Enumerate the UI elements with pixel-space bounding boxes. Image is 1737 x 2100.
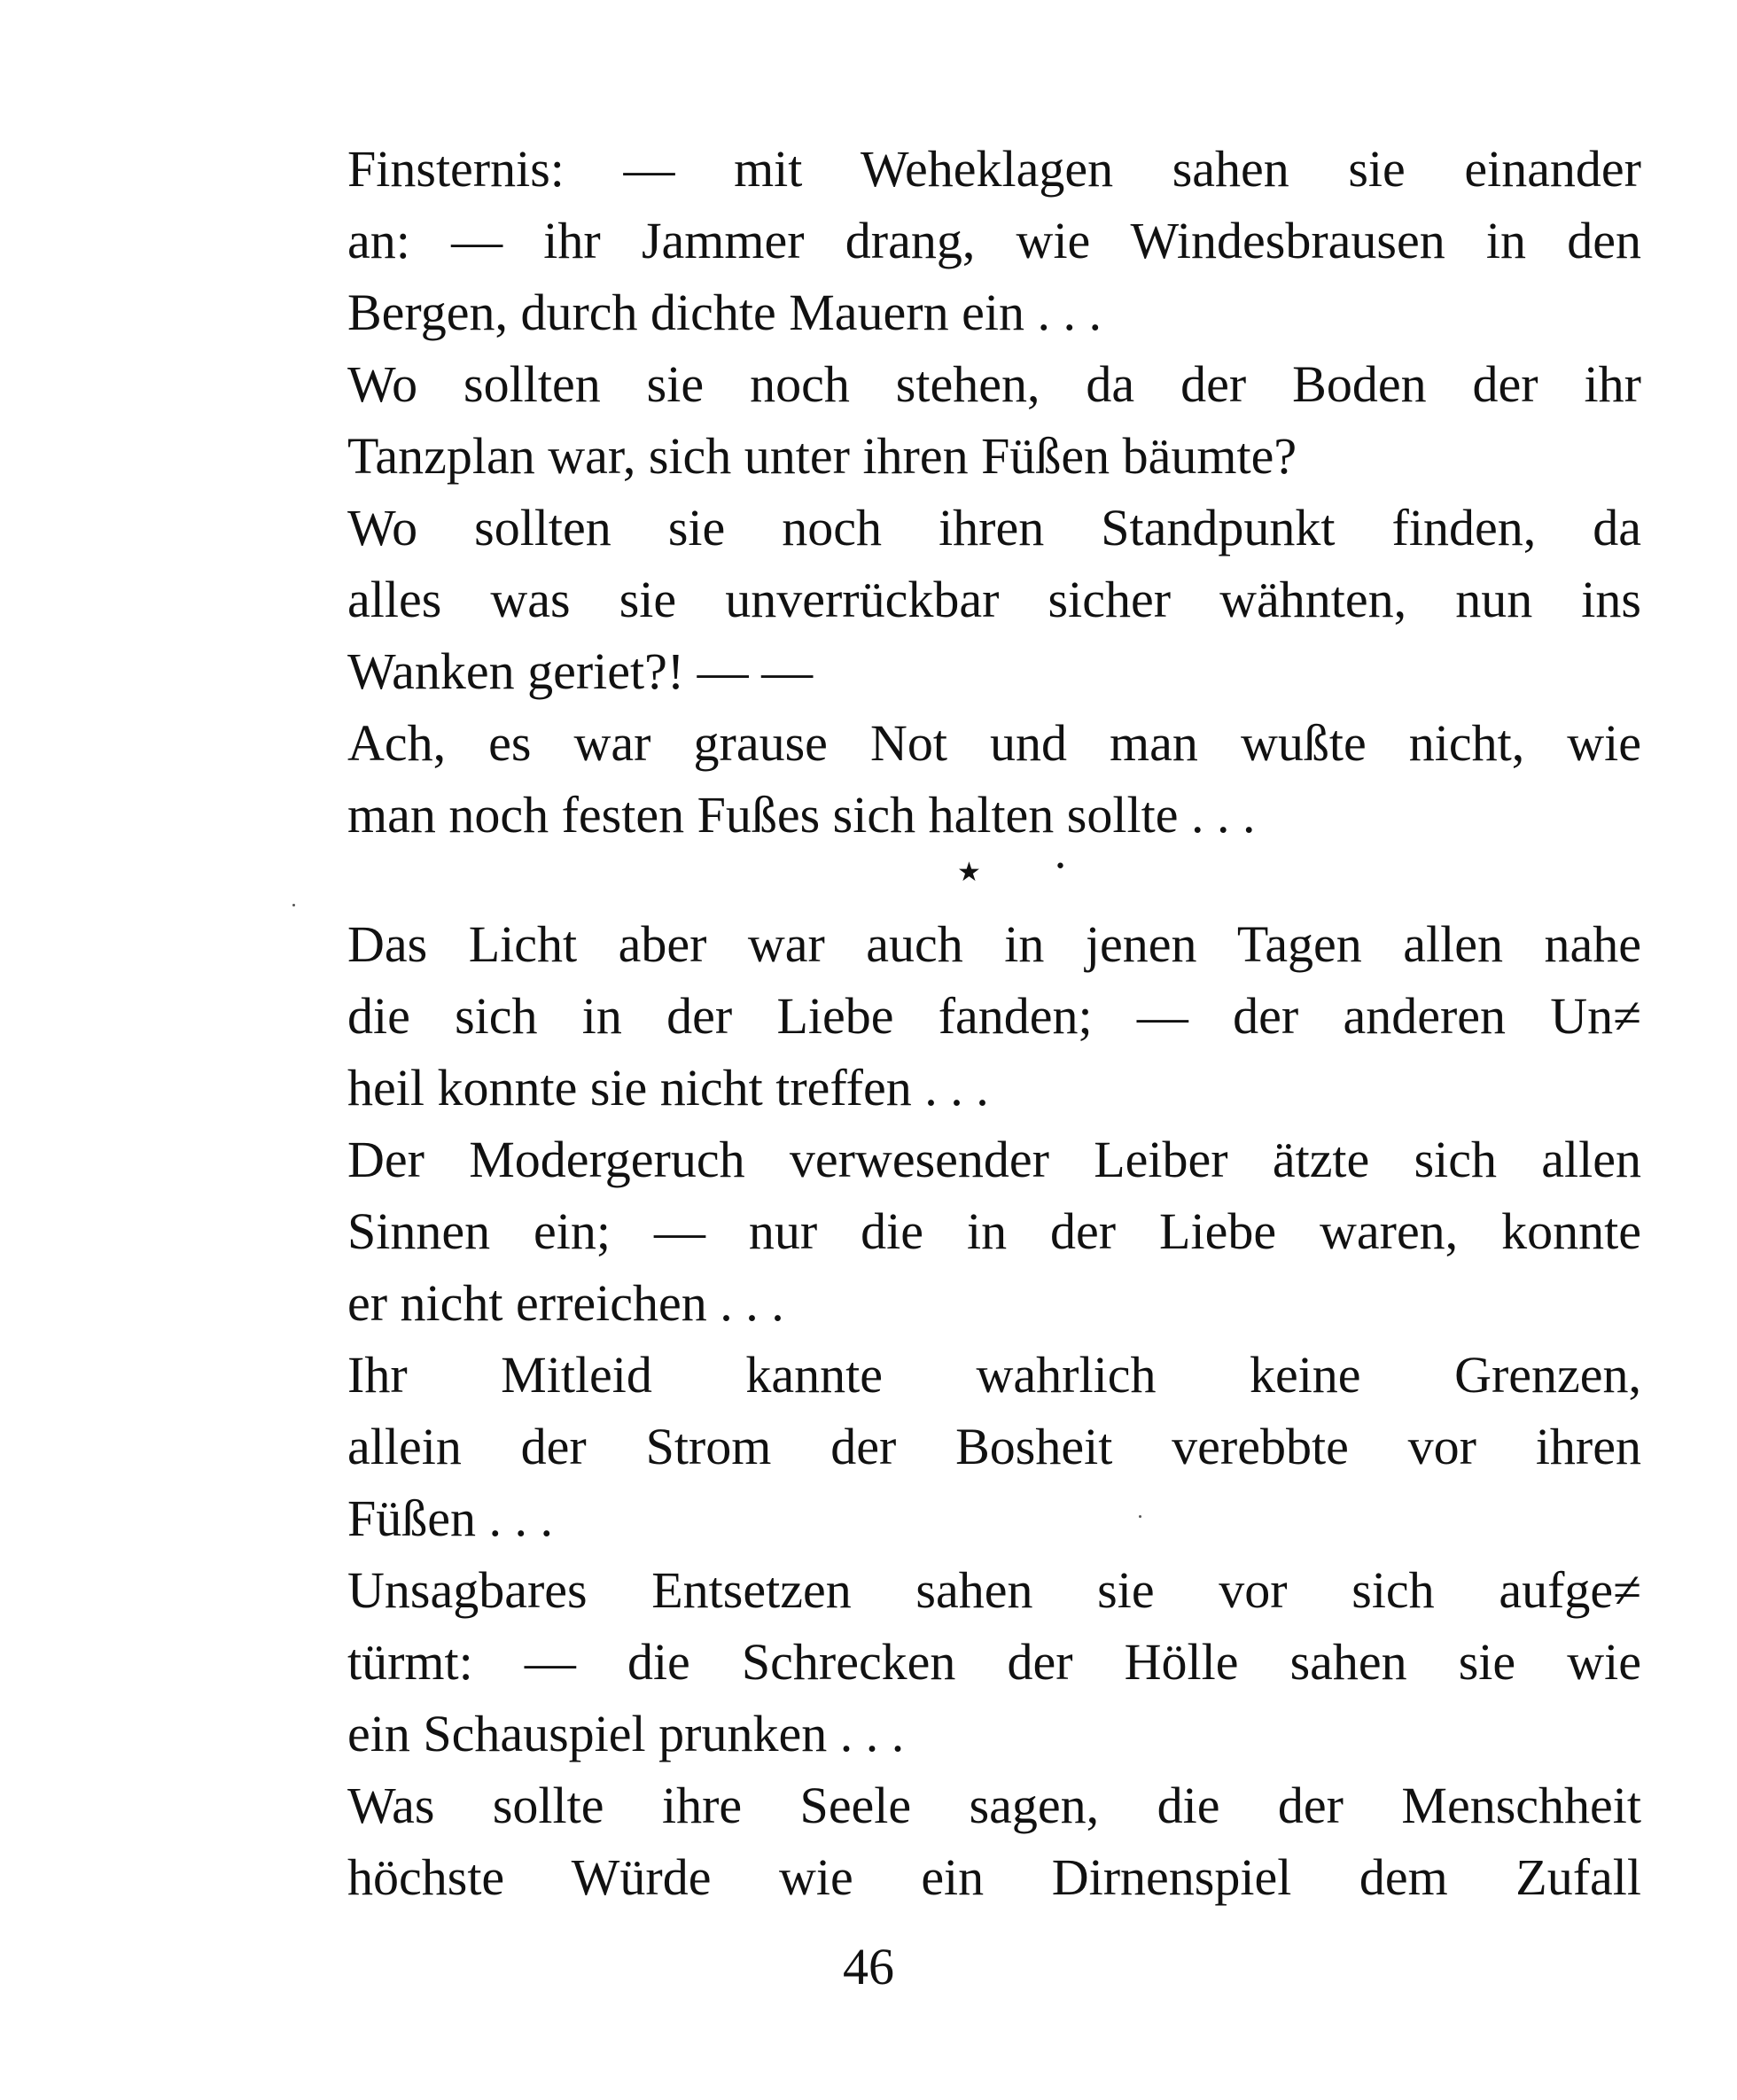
text-line: türmt: — die Schrecken der Hölle sahen sie wie: [347, 1633, 1641, 1691]
dot-icon: •: [1055, 856, 1066, 878]
text-line: Wo sollten sie noch stehen, da der Boden der ihr: [347, 355, 1641, 413]
text-line: höchste Würde wie ein Dirnenspiel dem Zufall: [347, 1848, 1641, 1906]
star-icon: ★: [957, 857, 981, 888]
page-number: 46: [843, 1938, 894, 1995]
text-line: Der Modergeruch verwesender Leiber ätzte sich allen: [347, 1131, 1641, 1188]
text-line: die sich in der Liebe fanden; — der anderen Un≠: [347, 987, 1641, 1045]
text-line: Wanken geriet?! — —: [347, 642, 814, 700]
text-line: Unsagbares Entsetzen sahen sie vor sich aufge≠: [347, 1561, 1641, 1619]
text-line: ein Schauspiel prunken . . .: [347, 1705, 905, 1762]
text-line: heil konnte sie nicht treffen . . .: [347, 1059, 989, 1116]
text-line: Finsternis: — mit Weheklagen sahen sie einander: [347, 140, 1641, 198]
text-line: alles was sie unverrückbar sicher wähnten, nun ins: [347, 571, 1641, 628]
text-line: Ihr Mitleid kannte wahrlich keine Grenzen,: [347, 1346, 1641, 1404]
text-line: Was sollte ihre Seele sagen, die der Menschheit: [347, 1777, 1641, 1834]
text-line: Sinnen ein; — nur die in der Liebe waren, konnte: [347, 1202, 1641, 1260]
text-line: allein der Strom der Bosheit verebbte vor ihren: [347, 1418, 1641, 1475]
text-line: Ach, es war grause Not und man wußte nicht, wie: [347, 714, 1641, 772]
text-line: er nicht erreichen . . .: [347, 1274, 784, 1332]
text-line: Wo sollten sie noch ihren Standpunkt finden, da: [347, 499, 1641, 556]
text-line: man noch festen Fußes sich halten sollte . . .: [347, 786, 1256, 844]
paragraph-block-top: [347, 133, 1641, 851]
text-line: Bergen, durch dichte Mauern ein . . .: [347, 284, 1102, 341]
paragraph-block-bottom: [347, 908, 1641, 1913]
text-line: Das Licht aber war auch in jenen Tagen allen nahe: [347, 915, 1641, 973]
paper-speck: [1139, 1515, 1141, 1518]
text-line: an: — ihr Jammer drang, wie Windesbrausen in den: [347, 212, 1641, 269]
paper-speck: [292, 904, 295, 906]
section-separator-stars: [957, 846, 1081, 899]
text-line: Tanzplan war, sich unter ihren Füßen bäumte?: [347, 427, 1297, 485]
text-line: Füßen . . .: [347, 1489, 553, 1547]
